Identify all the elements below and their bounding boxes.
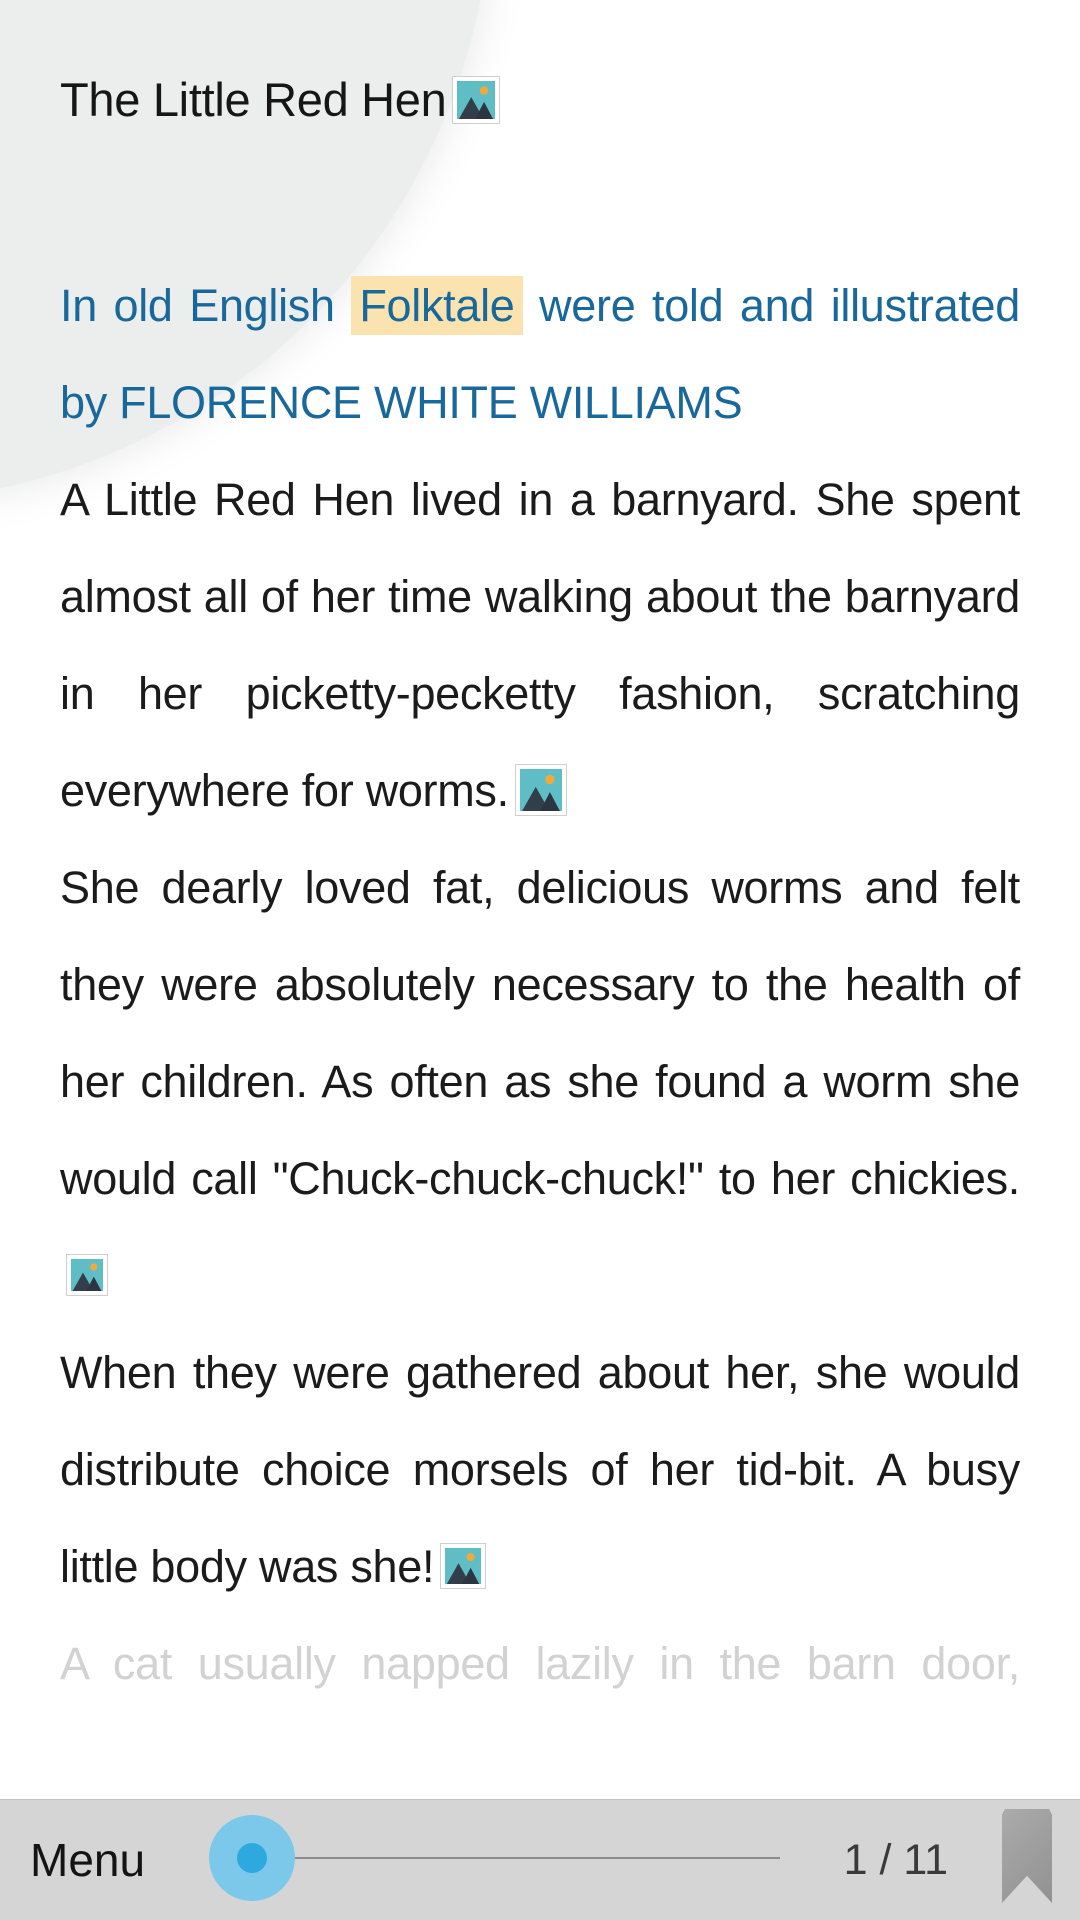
paragraph-3 [60,1324,1020,1615]
image-placeholder-icon [452,76,500,124]
page-indicator: 1 / 11 [843,1835,948,1884]
bookmark-icon[interactable] [1002,1809,1052,1903]
image-placeholder-icon [515,764,567,816]
image-placeholder-icon [66,1254,108,1296]
slider-handle[interactable] [209,1815,295,1901]
search-highlight: Folktale [351,276,522,335]
page-slider[interactable] [209,1815,780,1901]
byline-text-pre: In old English [60,280,352,331]
byline-text-post: were told and illustrated by FLORENCE WHITE WILLIAMS [60,280,1020,428]
paragraph-1-text: A Little Red Hen lived in a barnyard. She spent almost all of her time walking about the barnyard in her picketty-pecketty fashion, scratching everywhere for worms. [60,474,1020,816]
paragraph-1 [60,451,1020,839]
paragraph-2-text: She dearly loved fat, delicious worms and felt they were absolutely necessary to the health of her children. As often as she found a worm she would call "Chuck-chuck-chuck!" to her chickies. [60,862,1020,1204]
paragraph-3-text: When they were gathered about her, she would distribute choice morsels of her tid-bit. A busy little body was she! [60,1347,1020,1592]
menu-button[interactable]: Menu [30,1834,146,1886]
reader-toolbar [0,1799,1080,1920]
paragraph-4-clipped: A cat usually napped lazily in the barn door, [60,1638,1020,1689]
book-title-text: The Little Red Hen [60,73,447,126]
image-placeholder-icon [440,1543,486,1589]
slider-handle-dot [237,1843,267,1873]
paragraph-2 [60,839,1020,1324]
byline [60,257,1020,451]
book-title [60,68,1020,132]
slider-track[interactable] [252,1857,780,1859]
